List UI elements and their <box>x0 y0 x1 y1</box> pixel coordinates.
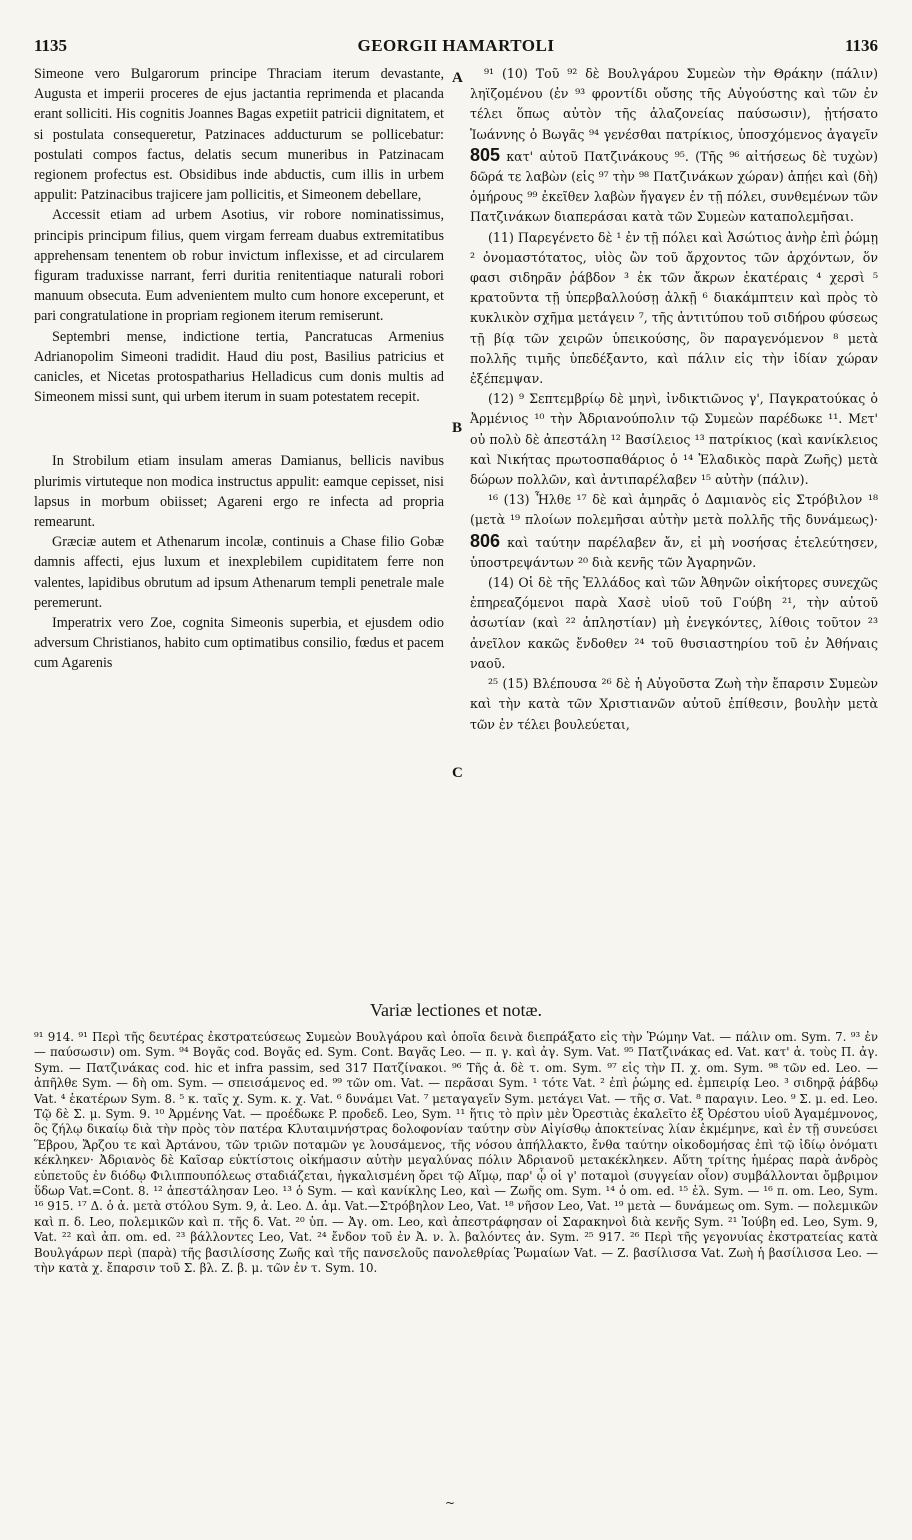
greek-paragraph: (14) Οἱ δὲ τῆς Ἑλλάδος καὶ τῶν Ἀθηνῶν οἰκήτορες συνεχῶς ἐπηρεαζόμενοι παρὰ Χασὲ υἱοῦ τοῦ Γούβη ²¹, τὴν αὐτοῦ ἀσωτίαν (καὶ ²² ἀπληστίαν) μὴ ἐνεγκόντες, λίθοις τοῦτον ²³ ἀνεῖλον κακῶς ἔνδοθεν ²⁴ τοῦ θυσιαστηρίου τοῦ ἐν Ἀθήναις ναοῦ. <box>470 575 878 671</box>
latin-column <box>34 64 444 674</box>
latin-paragraph: Imperatrix vero Zoe, cognita Simeonis superbia, et ejusdem odio adversum Christianos, habito cum optimatibus consilio, fœdus et pacem cum Agarenis <box>34 615 444 672</box>
edition-page-marker: 806 <box>470 530 501 551</box>
greek-text: ⁹¹ (10) Τοῦ ⁹² δὲ Βουλγάρου Συμεὼν τὴν Θράκην (πάλιν) ληϊζομένου (ἐν ⁹³ φροντίδι οὔσης τῆς Αὐγούστης καὶ τῶν ἐν τέλει ὅπως αὐτὸν τῆς ἀλαζονείας παύσωσιν), ᾐτήσατο Ἰωάννης ὁ Βωγᾶς ⁹⁴ γενέσθαι πατρίκιος, ὑποσχόμενος ἀγαγεῖν <box>470 66 878 142</box>
page-number-right: 1136 <box>844 36 878 55</box>
running-title: GEORGII HAMARTOLI <box>357 36 555 55</box>
margin-letter-b: B <box>452 420 463 436</box>
page-number-left: 1135 <box>34 36 68 55</box>
margin-letter-a: A <box>452 70 463 86</box>
greek-paragraph <box>470 64 878 228</box>
latin-paragraph: Græciæ autem et Athenarum incolæ, continuis a Chase filio Gobæ damnis affecti, ejus luxum et inexplebilem cupiditatem ferre non valentes, lapidibus obrutum ad ipsum Athenarum templi penetrale male peremerunt. <box>34 534 444 611</box>
greek-column <box>470 64 878 735</box>
apparatus-text: ⁹¹ 914. ⁹¹ Περὶ τῆς δευτέρας ἐκστρατεύσεως Συμεὼν Βουλγάρου καὶ ὁποῖα δεινὰ διεπράξατο εἰς τὴν Ῥώμην Vat. — πάλιν om. Sym. 7. ⁹³ ἐν — παύσωσιν) om. Sym. ⁹⁴ Βογᾶς cod. Βογᾶς ed. Sym. Cont. Βαγᾶς Leo. — π. γ. καὶ ἀγ. Sym. Vat. ⁹⁵ Πατζινάκας ed. Vat. κατ' ἀ. τοὺς Π. ἀγ. Sym. — Πατζινάκας cod. hic et infra passim, sed 317 Πατζίνακοι. ⁹⁶ Τῆς ἀ. δὲ τ. om. Sym. ⁹⁷ εἰς τὴν Π. χ. om. Sym. ⁹⁸ τῶν ed. Leo. — ἀπῆλθε Sym. — δὴ om. Sym. — σπεισάμενος ed. ⁹⁹ τῶν om. Vat. — περᾶσαι Sym. ¹ τότε Vat. ² ἐπὶ ῥώμης ed. ἐμπειρίᾳ Leo. ³ σιδηρᾷ ῥάβδῳ Vat. ⁴ ἑκατέρων Sym. 8. ⁵ κ. ταῖς χ. Sym. κ. χ. Vat. ⁶ δυνάμει Vat. ⁷ μεταγαγεῖν Sym. μετάγει Vat. — τῆς σ. Vat. ⁸ παραγιν. Leo. ⁹ Σ. μ. ed. Leo. Τῷ δὲ Σ. μ. Sym. 9. ¹⁰ Ἀρμένης Vat. — προέδωκε P. προδεδ. Leo, Sym. ¹¹ ἥτις τὸ πρὶν μὲν Ὀρεστιὰς ἐκαλεῖτο ἐξ Ὀρέστου υἱοῦ Ἀγαμέμνονος, ὃς ζήλῳ δικαίῳ διὰ τὴν πρὸς τὸν πατέρα Κλυταιμνήστρας δολοφονίαν ταύτην σὺν Αἰγίσθῳ ἀποκτείνας λίαν ἐκμέμηνε, καὶ ἐν τῇ συνεύσει Ἕβρου, Ἄρζου τε καὶ Ἀρτάνου, τῶν τριῶν ποταμῶν γε λουσάμενος, τῆς νόσου ἀπήλλακτο, ἔνθα ταύτην οἰκοδομήσας ἐπὶ τῷ ἰδίῳ ὀνόματι κέκληκεν· Ἀδριανὸς δὲ Καῖσαρ εὐκτίστοις οἰκήμασιν αὐτὴν μεγαλύνας πόλιν Ἀδριανοῦ μετακέκληκεν. Αὕτη τρίτης ἡμέρας παρὰ ἀνδρὸς εὐπετοῦς ἐν διόδῳ Φιλιππουπόλεως σταδιάζεται, ἠγκαλισμένη ὄρει τῷ Αἵμῳ, παρ' ᾧ οἱ γ' ποταμοὶ (συγγείαν οἷον) συμβάλλονται ὄμβριμον ὕδωρ Vat.=Cont. 8. ¹² ἀπεστάλησαν Leo. ¹³ ὁ Sym. — καὶ κανίκλης Leo, καὶ — Ζωῆς om. Sym. ¹⁴ ὁ om. ed. ¹⁵ ἐλ. Sym. — ¹⁶ π. om. Leo, Sym. ¹⁶ 915. ¹⁷ Δ. ὁ ἀ. μετὰ στόλου Sym. 9, ἀ. Leo. Δ. ἀμ. Vat.—Στρόβηλον Leo, Vat. ¹⁸ νῆσον Leo, Vat. ¹⁹ μετὰ — δυνάμεως om. Sym. — πολεμικῶν καὶ π. δ. Leo, πολεμικῶν καὶ π. τῆς δ. Vat. ²⁰ ὑπ. — Ἀγ. om. Leo, καὶ ἀπεστράφησαν οἱ Σαρακηνοὶ διὰ κενῆς Sym. ²¹ Ἰούβη ed. Leo, Sym. 9, Vat. ²² καὶ ἀπ. om. ed. ²³ βάλλοντες Leo, Vat. ²⁴ ἔνδον τοῦ ἐν Ἀ. ν. λ. βαλόντες ἀν. Sym. ²⁵ 917. ²⁶ Περὶ τῆς γεγονυίας ἐκστρατείας κατὰ Βουλγάρων περὶ (παρὰ) τῆς βασιλίσσης Ζωῆς καὶ τῆς πανσελοῦς πανολεθρίας Ῥωμαίων Vat. — Ζ. βασίλισσα Vat. Ζωὴ ἡ βασίλισσα Leo. — τὴν κατὰ χ. ἔπαρσιν τοῦ Σ. βλ. Ζ. β. μ. τῶν ἐν τ. Sym. 10. <box>34 1030 878 1276</box>
greek-text: καὶ ταύτην παρέλαβεν ἄν, εἰ μὴ νοσήσας ἐτελεύτησεν, ὑποστρεψάντων ²⁰ διὰ κενῆς τῶν Ἀγαρηνῶν. <box>470 534 878 570</box>
foot-mark: ~ <box>444 1496 456 1510</box>
greek-paragraph <box>470 490 878 573</box>
greek-text: ¹⁶ (13) Ἦλθε ¹⁷ δὲ καὶ ἀμηρᾶς ὁ Δαμιανὸς εἰς Στρόβιλον ¹⁸ (μετὰ ¹⁹ πλοίων πολεμῆσαι αὐτὴν μετὰ πολλῆς τῆς δυνάμεως)· <box>470 492 878 528</box>
greek-text: κατ' αὐτοῦ Πατζινάκους ⁹⁵. (Τῆς ⁹⁶ αἰτήσεως δὲ τυχὼν) δῶρά τε λαβὼν (εἰς ⁹⁷ τὴν ⁹⁸ Πατζινάκων χώραν) ἀπῄει καὶ (δὴ) ὁμήρους ⁹⁹ ἐκεῖθεν λαβὼν ἤγαγεν ἐν τῇ πόλει, συνθεμένων τῶν Πατζινάκων διαπεράσαι κατὰ τῶν Συμεὼν καταπολεμῆσαι. <box>470 148 878 225</box>
latin-paragraph: Septembri mense, indictione tertia, Pancratucas Armenius Adrianopolim Simeoni tradidit. Haud diu post, Basilius patricius et canicles, et Nicetas protospatharius Helladicus cum donis multis ad Simeonem missi sunt, qui urbem iterum in suam potestatem recepit. <box>34 328 444 406</box>
edition-page-marker: 805 <box>470 144 501 165</box>
latin-paragraph: Accessit etiam ad urbem Asotius, vir robore nominatissimus, principis principum filius, quem virgam ferream duabus extremitatibus apprehensam tenentem ob robur invictum inflexisse, et ad circularem figuram traduxisse narrant, ferri duritia renitentiaque naturali robori manuum obsecuta. Eum advenientem multo cum honore exceperunt, et pari congratulatione in propriam regionem iterum remiserunt. <box>34 207 444 325</box>
greek-paragraph: (11) Παρεγένετο δὲ ¹ ἐν τῇ πόλει καὶ Ἀσώτιος ἀνὴρ ἐπὶ ῥώμῃ ² ὀνομαστότατος, υἱὸς ὢν τοῦ ἄρχοντος τῶν ἀρχόντων, ὅν φασι σιδηρᾶν ῥάβδον ³ ἐκ τῶν ἄκρων ἑκατέραις ⁴ χερσὶ ⁵ κρατοῦντα τῇ ὑπερβαλλούσῃ ἀλκῇ ⁶ διακάμπτειν καὶ πρὸς τὸ κυκλικὸν σχῆμα μετάγειν ⁷, τῆς ἀντιτύπου τοῦ σιδήρου φύσεως τῇ βίᾳ τῶν χειρῶν ὑπεικούσης, ὃν παραγενόμενον ⁸ μετὰ πολλῆς τιμῆς ὑπεδέξαντο, καὶ πάλιν εἰς τὴν ἰδίαν χώραν ἐξέπεμψαν. <box>470 229 879 387</box>
latin-paragraph: Simeone vero Bulgarorum principe Thraciam iterum devastante, Augusta et imperii proceres de ejus jactantia reprimenda et placanda erant solliciti. His cognitis Joannes Bagas expetiit patricii dignitatem, et si postulata consequeretur, Patzinaces adducturum se pollicebatur: postulati compos factus, delatis secum muneribus in Patzinacam regionem profectus est. Obsidibus inde abductis, cum illis in urbem appulit: Patzinacibus trajicere jam pollicitis, et Simeonem debellare, <box>34 66 444 204</box>
page-header <box>34 36 878 64</box>
critical-apparatus <box>34 1030 878 1277</box>
greek-paragraph: ²⁵ (15) Βλέπουσα ²⁶ δὲ ἡ Αὐγοῦστα Ζωὴ τὴν ἔπαρσιν Συμεὼν καὶ τὴν κατὰ τῶν Χριστιανῶν αὐτοῦ ἐπίθεσιν, βουλὴν μετὰ τῶν ἐν τέλει βουλεύεται, <box>470 676 878 732</box>
latin-paragraph: In Strobilum etiam insulam ameras Damianus, bellicis navibus plurimis virtuteque non modica instructus appulit: eamque cepisset, nisi lapsus in morbum obiisset; Agareni ergo re infecta ad propria remearunt. <box>34 453 444 531</box>
margin-letter-c: C <box>452 765 463 781</box>
notes-heading: Variæ lectiones et notæ. <box>370 1000 542 1020</box>
greek-paragraph: (12) ⁹ Σεπτεμβρίῳ δὲ μηνὶ, ἰνδικτιῶνος γ', Παγκρατούκας ὁ Ἀρμένιος ¹⁰ τὴν Ἀδριανούπολιν τῷ Συμεὼν παρέδωκε ¹¹. Μετ' οὐ πολὺ δὲ ἀπεστάλη ¹² Βασίλειος ¹³ πατρίκιος (καὶ κανίκλειος καὶ Νικήτας πρωτοσπαθάριος ὁ ¹⁴ Ἑλαδικὸς παρὰ Ζωῆς) μετὰ δώρων πολλῶν, καὶ ἀντιπαρέλαβεν ¹⁵ αὐτὴν (πάλιν). <box>470 391 878 488</box>
